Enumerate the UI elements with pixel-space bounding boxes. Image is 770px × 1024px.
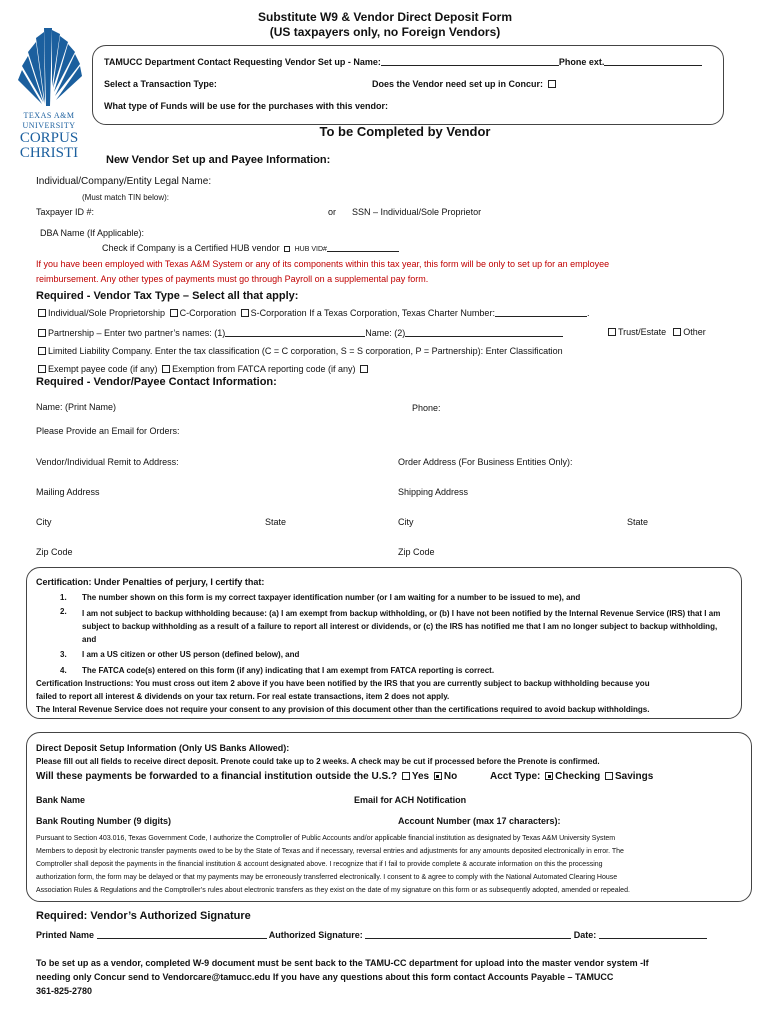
concur-label: Does the Vendor need set up in Concur: [372,79,544,89]
llc-row [36,346,563,356]
contact-heading: Required - Vendor/Payee Contact Information: [36,376,277,388]
cert-instructions-line1: Certification Instructions: You must cross out item 2 above if you have been notified by the IRS that you are currently subject to backup withholding because you [36,679,650,688]
partnership-row [36,327,563,338]
signature-heading: Required: Vendor’s Authorized Signature [36,910,251,922]
hub-vid-label: HUB VID# [294,246,327,253]
partner1-field[interactable] [225,327,365,337]
individual-checkbox[interactable] [38,309,46,317]
zip-label: Zip Code [36,547,73,557]
account-number-label: Account Number (max 17 characters): [398,816,561,826]
funds-type-label: What type of Funds will be use for the purchases with this vendor: [104,101,389,111]
ach-email-label: Email for ACH Notification [354,795,467,805]
cert-item-4-num: 4. [60,666,67,675]
forwarded-yes-checkbox[interactable] [402,772,410,780]
partner2-label: Name: (2) [365,328,406,338]
hub-vid-field[interactable] [327,242,399,252]
acct-type-row [490,771,653,782]
forwarded-no-checkbox[interactable] [434,772,442,780]
texas-charter-label: If a Texas Corporation, Texas Charter Number: [309,308,495,318]
concur-checkbox[interactable] [548,80,556,88]
new-vendor-heading: New Vendor Set up and Payee Information: [106,154,331,166]
fatca-exempt-label: Exemption from FATCA reporting code (if any) [172,364,356,374]
partnership-checkbox[interactable] [38,329,46,337]
exempt-row [36,364,370,374]
individual-label: Individual/Sole Proprietorship [48,308,166,318]
cert-item-3-text: I am a US citizen or other US person (defined below), and [82,650,300,659]
logo-line-university: UNIVERSITY [22,121,76,130]
email-orders-label: Please Provide an Email for Orders: [36,426,180,436]
vendor-section-title: To be Completed by Vendor [319,124,491,139]
footer-phone: 361-825-2780 [36,986,93,996]
other-label: Other [683,327,706,337]
logo-line-corpus: CORPUS [19,130,79,146]
deposit-legal-line5: Association Rules & Regulations and the Comptroller’s rules about electronic transfers as they exist on the date of my signature on this form or as subsequently adopted, amended or repealed. [36,887,630,894]
date-label: Date: [573,930,597,940]
state-label: State [265,517,287,527]
deposit-heading: Direct Deposit Setup Information (Only US Banks Allowed): [36,743,290,753]
deposit-legal-line1: Pursuant to Section 403.016, Texas Government Code, I authorize the Comptroller of Public Accounts and/or applicable financial institution as designated by Texas A&M University System [36,835,616,842]
hub-row [102,242,399,253]
llc-label: Limited Liability Company. Enter the tax classification (C = C corporation, S = S corporation, P = Partnership): Enter Classification [48,346,563,356]
tax-type-row1: Individual/Sole Proprietorship C-Corporation S-Corporation If a Texas Corporation, Texas Charter Number: . [36,307,589,318]
phone-ext-field[interactable] [604,56,702,66]
zip2-label: Zip Code [398,547,435,557]
deposit-legal-line2: Members to deposit by electronic transfer payments owed to be by the State of Texas and if necessary, reversal entries and adjustments for any amounts deposited electronically in error. The [36,848,624,855]
forwarded-no-label: No [443,771,458,782]
footer-line1: To be set up as a vendor, completed W-9 document must be sent back to the TAMU-CC department for upload into the master vendor system -If [36,958,649,968]
deposit-legal-line3: Comptroller shall deposit the payments in the financial institution & account designated above. I recognize that if I fail to provide complete & accurate information on this the processing [36,861,603,868]
or-label: or [328,207,337,217]
fatca-code-checkbox[interactable] [360,365,368,373]
texas-charter-field[interactable] [495,307,587,317]
checking-checkbox[interactable] [545,772,553,780]
s-corp-label: S-Corporation [250,308,307,318]
savings-checkbox[interactable] [605,772,613,780]
hub-check-label: Check if Company is a Certified HUB vendor [102,243,280,253]
forwarded-row [36,771,457,782]
partnership-label: Partnership – Enter two partner’s names: (1) [48,328,226,338]
transaction-type-label: Select a Transaction Type: [104,79,217,89]
cert-item-4-text: The FATCA code(s) entered on this form (if any) indicating that I am exempt from FATCA reporting is correct. [82,666,495,675]
c-corp-checkbox[interactable] [170,309,178,317]
forwarded-question: Will these payments be forwarded to a financial institution outside the U.S.? [36,771,398,782]
printed-name-label: Printed Name [36,930,95,940]
other-checkbox[interactable] [673,328,681,336]
deposit-legal-line4: authorization form, the form may be delayed or that my payments may be erroneously transferred electronically. I consent to & agree to comply with the National Automated Clearing House [36,874,618,881]
routing-number-label: Bank Routing Number (9 digits) [36,816,171,826]
trust-row [606,327,706,337]
form-subtitle: (US taxpayers only, no Foreign Vendors) [269,25,501,39]
cert-item-3-num: 3. [60,650,67,659]
phone-ext-label: Phone ext. [558,57,605,67]
checking-label: Checking [555,771,601,782]
logo-line-christi: CHRISTI [19,145,79,161]
cert-item-1-text: The number shown on this form is my correct taxpayer identification number (or I am waiting for a number to be issued to me), and [82,593,581,602]
phone-label: Phone: [412,403,441,413]
contact-label: TAMUCC Department Contact Requesting Vendor Set up - Name: [104,57,381,67]
print-name-label: Name: (Print Name) [36,402,117,412]
contact-name-field[interactable] [381,56,559,66]
hub-checkbox[interactable] [284,246,290,252]
acct-type-label: Acct Type: [490,771,541,782]
state2-label: State [627,517,649,527]
logo-line-texas-am: TEXAS A&M [23,111,75,120]
date-field[interactable] [599,929,707,939]
signature-row [36,929,707,940]
exempt-payee-checkbox[interactable] [38,365,46,373]
form-title: Substitute W9 & Vendor Direct Deposit Form [257,10,513,24]
llc-checkbox[interactable] [38,347,46,355]
deposit-fill-note: Please fill out all fields to receive direct deposit. Prenote could take up to 2 weeks. A check may be cut if processed before the Prenote is confirmed. [36,757,600,766]
department-contact-row [104,56,702,67]
ssn-label: SSN – Individual/Sole Proprietor [352,207,482,217]
authorized-signature-field[interactable] [365,929,571,939]
trust-label: Trust/Estate [618,327,667,337]
must-match-note: (Must match TIN below): [82,193,169,202]
remit-address-label: Vendor/Individual Remit to Address: [36,457,179,467]
partner2-field[interactable] [405,327,563,337]
mailing-address-label: Mailing Address [36,487,100,497]
certification-heading: Certification: Under Penalties of perjury, I certify that: [36,577,265,587]
s-corp-checkbox[interactable] [241,309,249,317]
concur-row [372,79,558,89]
savings-label: Savings [614,771,654,782]
city-label: City [36,517,52,527]
footer-line2: needing only Concur send to Vendorcare@tamucc.edu If you have any questions about this form contact Accounts Payable – TAMUCC [36,972,614,982]
trust-checkbox[interactable] [608,328,616,336]
cert-instructions-line2: failed to report all interest & dividends on your tax return. For real estate transactions, item 2 does not apply. [36,692,450,701]
forwarded-yes-label: Yes [411,771,430,782]
authorized-signature-label: Authorized Signature: [268,930,363,940]
taxpayer-id-label: Taxpayer ID #: [36,207,95,217]
cert-item-2-text: I am not subject to backup withholding because: (a) I am exempt from backup withholding, or (b) I have not been notified by the Internal Revenue Service (IRS) that I am subject to backup withholding as a result of a failure to report all interest or dividends, or (c) the IRS has notified me that I am no longer subject to backup withholding, and [82,609,721,644]
shipping-address-label: Shipping Address [398,487,469,497]
dba-label: DBA Name (If Applicable): [40,228,145,238]
tax-type-heading: Required - Vendor Tax Type – Select all that apply: [36,290,299,302]
cert-item-2-num: 2. [60,607,67,616]
printed-name-field[interactable] [97,929,267,939]
order-address-label: Order Address (For Business Entities Only): [398,457,573,467]
exempt-payee-label: Exempt payee code (if any) [48,364,158,374]
fatca-exempt-checkbox[interactable] [162,365,170,373]
cert-item-1-num: 1. [60,593,67,602]
employee-notice-line1: If you have been employed with Texas A&M System or any of its components within this tax year, this form will be only to set up for an employee [36,259,610,269]
cert-instructions-line3: The Interal Revenue Service does not require your consent to any provision of this document other than the certifications required to avoid backup withholdings. [36,705,650,714]
bank-name-label: Bank Name [36,795,86,805]
legal-name-label: Individual/Company/Entity Legal Name: [36,176,212,187]
employee-notice-line2: reimbursement. Any other types of payments must go through Payroll on a supplemental pay form. [36,274,429,284]
city2-label: City [398,517,414,527]
c-corp-label: C-Corporation [179,308,237,318]
